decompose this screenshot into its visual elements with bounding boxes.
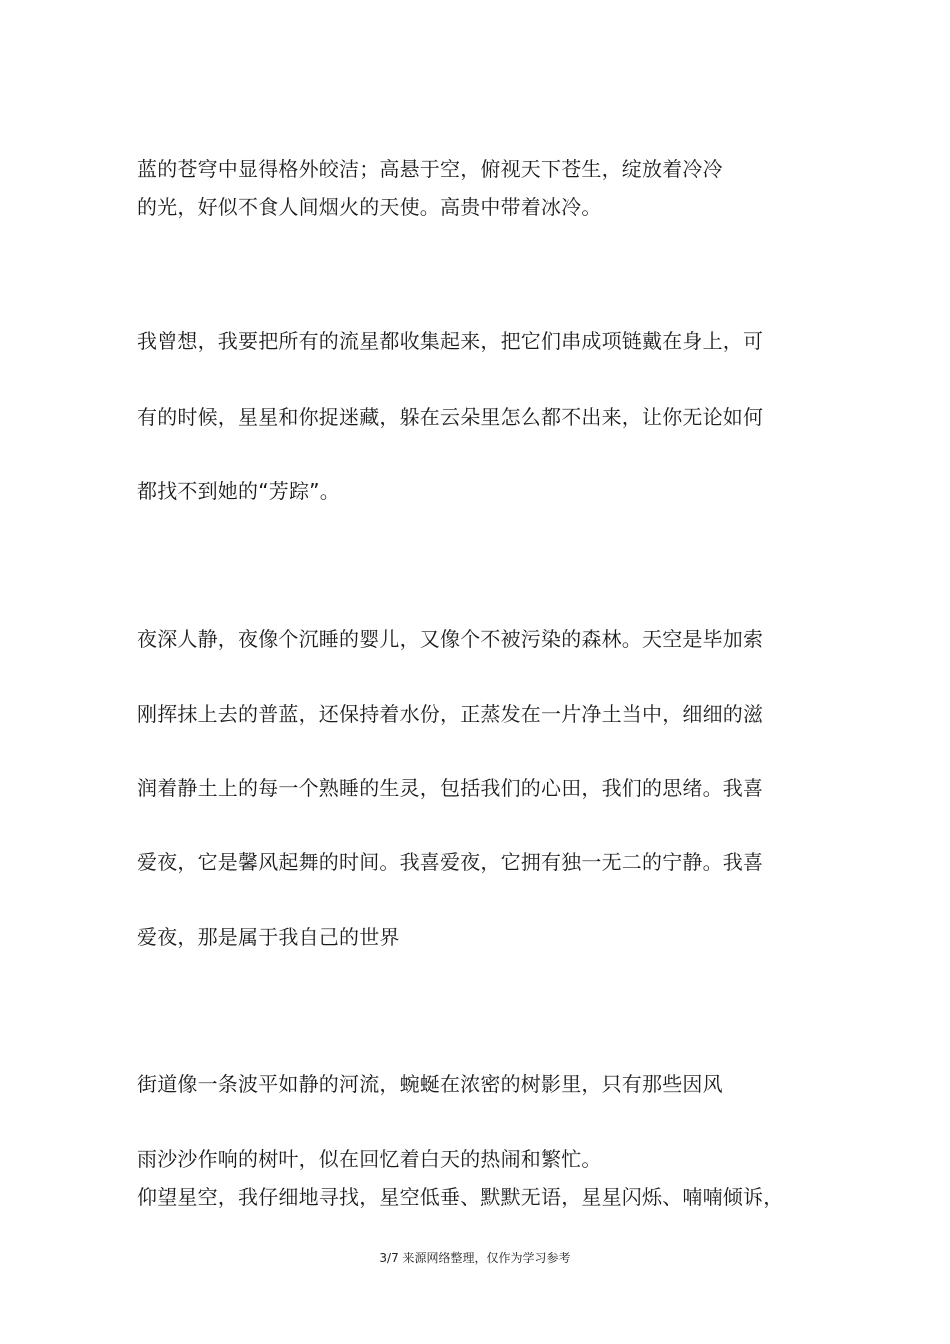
paragraph-4-line-2: 雨沙沙作响的树叶，似在回忆着白天的热闹和繁忙。 bbox=[137, 1147, 602, 1171]
paragraph-2-line-3: 都找不到她的“芳踪”。 bbox=[137, 479, 340, 503]
paragraph-3-line-2: 刚挥抹上去的普蓝，还保持着水份，正蒸发在一片净土当中，细细的滋 bbox=[137, 702, 764, 726]
paragraph-1-line-2: 的光，好似不食人间烟火的天使。高贵中带着冰冷。 bbox=[137, 195, 602, 219]
paragraph-3-line-1: 夜深人静，夜像个沉睡的婴儿，又像个不被污染的森林。天空是毕加索 bbox=[137, 627, 764, 651]
paragraph-2-line-2: 有的时候，星星和你捉迷藏，躲在云朵里怎么都不出来，让你无论如何 bbox=[137, 405, 764, 429]
paragraph-4-line-1: 街道像一条波平如静的河流，蜿蜒在浓密的树影里，只有那些因风 bbox=[137, 1072, 723, 1096]
paragraph-1-line-1: 蓝的苍穹中显得格外皎洁；高悬于空，俯视天下苍生，绽放着冷冷 bbox=[137, 157, 723, 181]
paragraph-3-line-5: 爱夜，那是属于我自己的世界 bbox=[137, 925, 400, 949]
paragraph-2-line-1: 我曾想，我要把所有的流星都收集起来，把它们串成项链戴在身上，可 bbox=[137, 329, 764, 353]
paragraph-3-line-3: 润着静土上的每一个熟睡的生灵，包括我们的心田，我们的思绪。我喜 bbox=[137, 776, 764, 800]
paragraph-3-line-4: 爱夜，它是馨风起舞的时间。我喜爱夜，它拥有独一无二的宁静。我喜 bbox=[137, 850, 764, 874]
page-footer: 3/7 来源网络整理，仅作为学习参考 bbox=[379, 1251, 571, 1265]
paragraph-4-line-3: 仰望星空，我仔细地寻找，星空低垂、默默无语，星星闪烁、喃喃倾诉， bbox=[137, 1185, 784, 1209]
